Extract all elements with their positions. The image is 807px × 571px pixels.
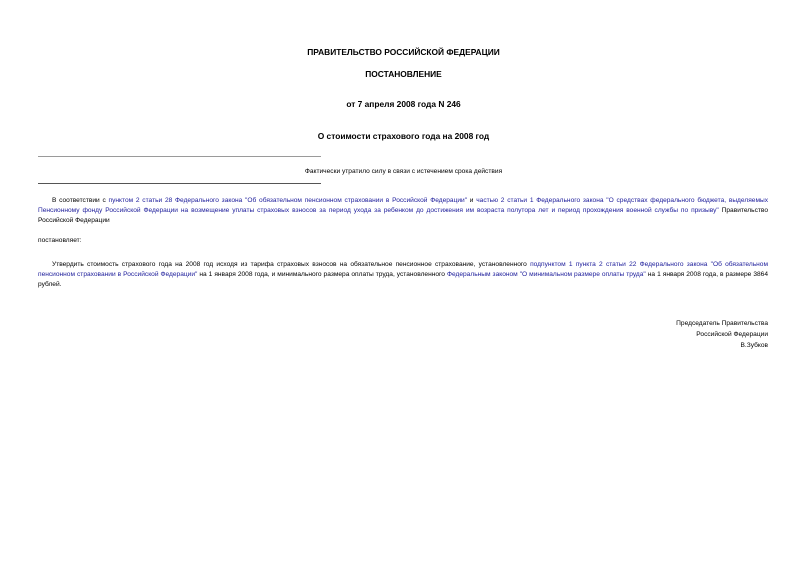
signatory-name: В.Зубков [740,342,768,349]
document-date-number: от 7 апреля 2008 года N 246 [346,99,461,109]
document-title: О стоимости страхового года на 2008 год [317,131,490,141]
status-note: Фактически утратило силу в связи с истечением срока действия [304,168,503,175]
issuing-authority: ПРАВИТЕЛЬСТВО РОССИЙСКОЙ ФЕДЕРАЦИИ [307,47,500,57]
decision-text-3: на 1 января 2008 года, в размере 3864 рублей. [38,271,769,288]
divider-top [38,156,321,157]
decision-text-2: на 1 января 2008 года, и минимального размера оплаты труда, установленного [197,271,447,278]
preamble-text-1: В соответствии с [52,197,109,204]
link-pension-insurance-law-art28[interactable]: пунктом 2 статьи 28 Федерального закона "Об обязательном пенсионном страховании в Российской Федерации" [108,197,468,204]
resolves-label: постановляет: [38,237,82,244]
link-minimum-wage-law[interactable]: Федеральным законом "О минимальном размере оплаты труда" [446,271,646,278]
decision-text-1: Утвердить стоимость страхового года на 2008 год исходя из тарифа страховых взносов на обязательное пенсионное страхование, установленного [52,261,531,268]
decision-paragraph [38,260,768,290]
signatory-position: Председатель Правительства [676,320,768,327]
divider-bottom [38,183,321,184]
link-federal-budget-funds-law[interactable]: частью 2 статьи 1 Федерального закона "О средствах федерального бюджета, выделяемых Пенсионному фонду Российской Федерации на возмещение уплаты страховых взносов за период ухода за ребенком до достижения им возраста полутора лет и период прохождения военной службы по призыву" [38,197,769,214]
signatory-country: Российской Федерации [696,331,768,338]
preamble-text-2: и [467,197,477,204]
link-pension-insurance-law-art22[interactable]: подпунктом 1 пункта 2 статьи 22 Федерального закона "Об обязательном пенсионном страховании в Российской Федерации" [38,261,768,278]
document-type: ПОСТАНОВЛЕНИЕ [365,69,442,79]
preamble-paragraph [38,196,768,226]
preamble-text-3: Правительство Российской Федерации [38,207,768,224]
